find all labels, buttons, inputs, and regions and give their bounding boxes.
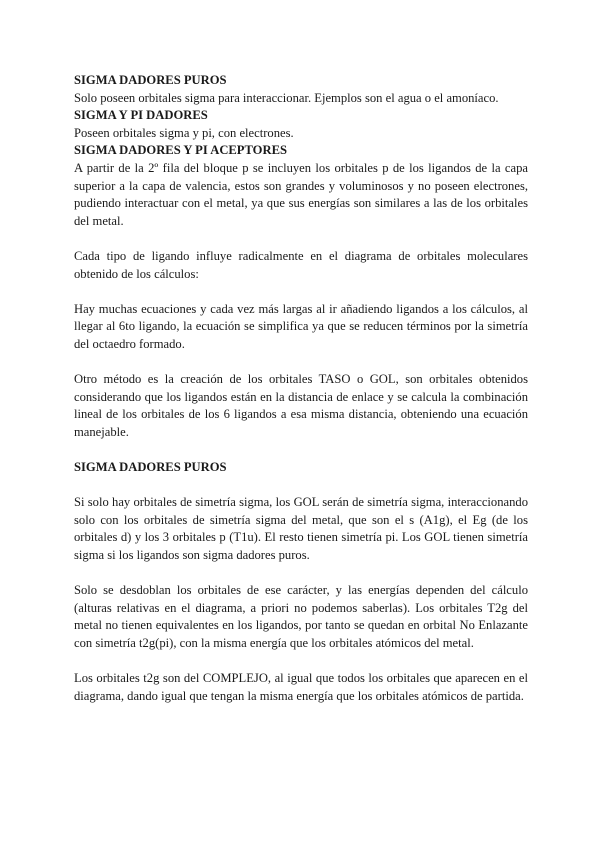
spacer [74,230,528,248]
spacer [74,283,528,301]
paragraph-orbitales-t2g: Los orbitales t2g son del COMPLEJO, al igual que todos los orbitales que aparecen en el diagrama, dando igual que tengan la misma energía que los orbitales atómicos de partida. [74,671,528,703]
paragraph-sigma-dadores-pi-aceptores: A partir de la 2º fila del bloque p se incluyen los orbitales p de los ligandos de la capa superior a la capa de valencia, estos son grandes y voluminosos y no poseen electrones, pudiendo interactuar con el metal, ya que sus energías son similares a las de los orbitales del metal. [74,160,528,228]
paragraph-desdoblamiento: Solo se desdoblan los orbitales de ese carácter, y las energías dependen del cálculo (alturas relativas en el diagrama, a priori no podemos saberlas). Los orbitales T2g del metal no tienen equivalentes en los ligandos, por tanto se quedan en orbital No Enlazante con simetría t2g(pi), con la misma energía que los orbitales atómicos del metal. [74,583,528,650]
paragraph-taso-gol: Otro método es la creación de los orbitales TASO o GOL, son orbitales obtenidos considerando que los ligandos están en la distancia de enlace y se calcula la combinación lineal de los orbitales de los 6 ligandos a esa misma distancia, obteniendo una ecuación manejable. [74,372,528,439]
section-heading-sigma-dadores-pi-aceptores: SIGMA DADORES Y PI ACEPTORES [74,143,287,158]
paragraph-ecuaciones: Hay muchas ecuaciones y cada vez más largas al ir añadiendo ligandos a los cálculos, al llegar al 6to ligando, la ecuación se simplifica ya que se reducen términos por la simetría del octaedro formado. [74,301,528,351]
spacer [74,565,528,583]
paragraph-tipo-de-ligando: Cada tipo de ligando influye radicalmente en el diagrama de orbitales moleculares obtenido de los cálculos: [74,248,528,281]
paragraph-sigma-dadores-puros: Solo poseen orbitales sigma para interaccionar. Ejemplos son el agua o el amoníaco. [74,90,499,105]
section-heading-sigma-dadores-puros: SIGMA DADORES PUROS [74,73,227,87]
section-heading-sigma-y-pi-dadores: SIGMA Y PI DADORES [74,108,208,123]
section-heading-sigma-dadores-puros-2: SIGMA DADORES PUROS [74,460,227,475]
spacer [74,354,528,372]
paragraph-sigma-y-pi-dadores: Poseen orbitales sigma y pi, con electrones. [74,125,294,140]
document-page [74,72,528,705]
paragraph-simetria-sigma: Si solo hay orbitales de simetría sigma, los GOL serán de simetría sigma, interaccionando solo con los orbitales de simetría sigma del metal, que son el s (A1g), el Eg (de los orbitales d) y los 3 orbitales p (T1u). El resto tienen simetría pi. Los GOL tienen simetría sigma si los ligandos son sigma dadores puros. [74,495,528,563]
spacer [74,441,528,459]
spacer [74,477,528,495]
spacer [74,653,528,671]
